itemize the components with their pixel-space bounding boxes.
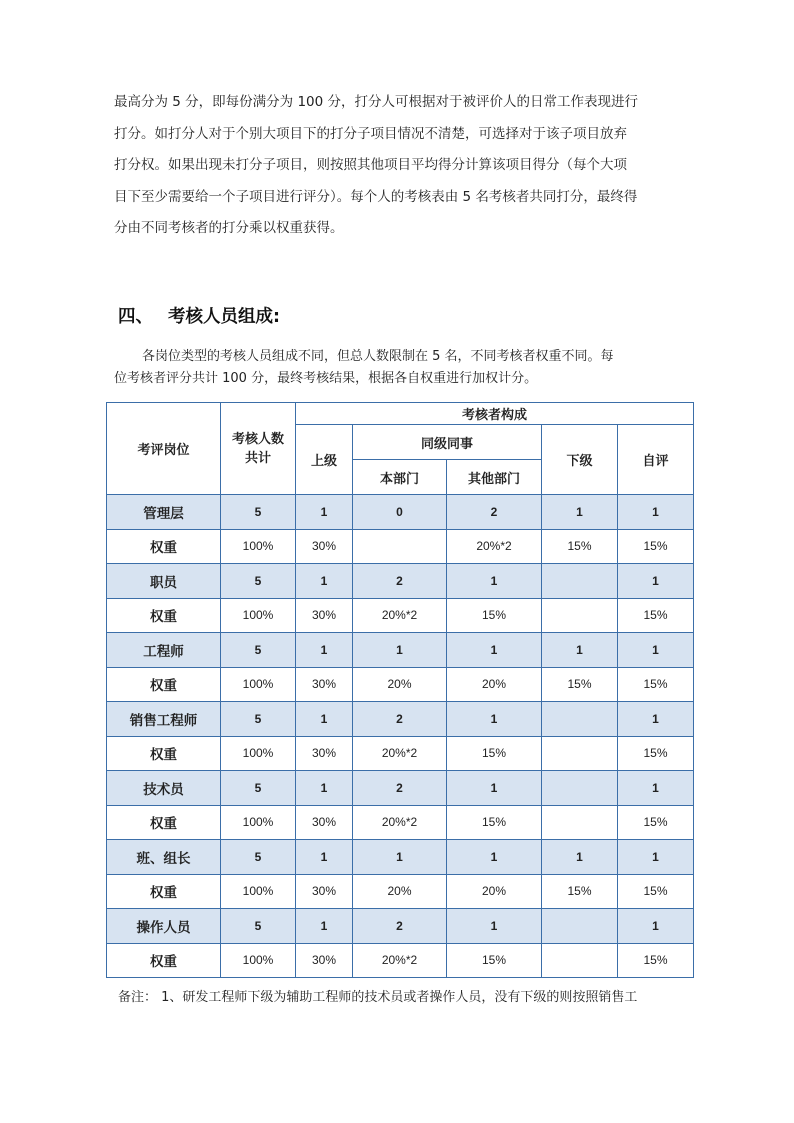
remark-note: 备注： 1、研发工程师下级为辅助工程师的技术员或者操作人员，没有下级的则按照销售工 (118, 990, 638, 1005)
header-composition: 考核者构成 (296, 403, 694, 425)
table-cell: 5 (221, 633, 296, 668)
table-cell: 2 (353, 702, 447, 737)
table-cell: 30% (296, 598, 353, 633)
table-cell: 1 (296, 633, 353, 668)
table-cell: 15% (447, 943, 542, 978)
table-cell: 20%*2 (353, 598, 447, 633)
table-cell: 1 (618, 564, 694, 599)
row-label: 权重 (107, 805, 221, 840)
row-label: 工程师 (107, 633, 221, 668)
table-cell: 1 (447, 633, 542, 668)
table-cell: 30% (296, 529, 353, 564)
table-cell (542, 909, 618, 944)
paragraph-line: 打分。如打分人对于个别大项目下的打分子项目情况不清楚，可选择对于该子项目放弃 (114, 125, 627, 142)
table-cell: 0 (353, 495, 447, 530)
table-cell: 15% (542, 667, 618, 702)
table-cell: 1 (447, 840, 542, 875)
header-superior: 上级 (296, 425, 353, 495)
header-subordinate: 下级 (542, 425, 618, 495)
table-header (107, 403, 694, 495)
paragraph-line: 目下至少需要给一个子项目进行评分）。每个人的考核表由 5 名考核者共同打分，最终得 (114, 188, 638, 205)
table-cell: 30% (296, 943, 353, 978)
paragraph-line: 打分权。如果出现未打分子项目，则按照其他项目平均得分计算该项目得分（每个大项 (114, 157, 627, 173)
table-cell: 1 (296, 564, 353, 599)
table-cell: 15% (618, 598, 694, 633)
table-cell: 2 (353, 564, 447, 599)
table-cell: 5 (221, 771, 296, 806)
row-label: 操作人员 (107, 909, 221, 944)
table-cell: 1 (296, 702, 353, 737)
table-row (107, 909, 694, 944)
table-cell: 100% (221, 667, 296, 702)
table-cell: 1 (447, 564, 542, 599)
table-cell: 100% (221, 805, 296, 840)
row-label: 权重 (107, 529, 221, 564)
table-row (107, 943, 694, 978)
table-cell: 5 (221, 909, 296, 944)
row-label: 管理层 (107, 495, 221, 530)
section-heading (118, 303, 280, 328)
table-row (107, 495, 694, 530)
table-cell: 5 (221, 702, 296, 737)
table-cell: 5 (221, 564, 296, 599)
table-cell: 1 (296, 909, 353, 944)
table-cell: 2 (353, 771, 447, 806)
header-position: 考评岗位 (107, 403, 221, 495)
table-row (107, 529, 694, 564)
row-label: 权重 (107, 667, 221, 702)
table-cell (542, 771, 618, 806)
table-row (107, 736, 694, 771)
table-cell: 1 (618, 495, 694, 530)
table-cell: 15% (618, 943, 694, 978)
table-cell: 1 (618, 771, 694, 806)
row-label: 权重 (107, 736, 221, 771)
table-cell: 1 (542, 840, 618, 875)
table-cell: 15% (618, 805, 694, 840)
table-cell: 1 (296, 495, 353, 530)
table-row (107, 874, 694, 909)
table-cell: 1 (296, 840, 353, 875)
header-own-dept: 本部门 (353, 460, 447, 495)
assessment-table (106, 402, 694, 978)
table-cell: 100% (221, 943, 296, 978)
table-row (107, 564, 694, 599)
table-cell: 15% (618, 529, 694, 564)
section-title: 考核人员组成: (168, 307, 280, 327)
table-row (107, 771, 694, 806)
table-cell: 15% (542, 874, 618, 909)
table-cell: 20% (447, 667, 542, 702)
row-label: 权重 (107, 874, 221, 909)
intro-line: 各岗位类型的考核人员组成不同，但总人数限制在 5 名，不同考核者权重不同。每 (142, 349, 614, 364)
section-number: 四、 (118, 307, 153, 327)
table-cell: 15% (618, 736, 694, 771)
table-cell (542, 805, 618, 840)
row-label: 班、组长 (107, 840, 221, 875)
table-cell: 100% (221, 598, 296, 633)
table-cell (542, 598, 618, 633)
table-cell: 20% (447, 874, 542, 909)
header-peers: 同级同事 (353, 425, 542, 460)
table-body (107, 495, 694, 978)
table-cell: 20%*2 (353, 736, 447, 771)
table-cell: 20%*2 (447, 529, 542, 564)
table-cell: 100% (221, 529, 296, 564)
table-row (107, 702, 694, 737)
table-cell: 1 (618, 633, 694, 668)
table-cell: 2 (353, 909, 447, 944)
paragraph-line: 分由不同考核者的打分乘以权重获得。 (114, 220, 344, 236)
table-cell: 1 (618, 840, 694, 875)
table-cell: 1 (447, 702, 542, 737)
table-cell: 1 (447, 909, 542, 944)
table-cell: 20%*2 (353, 805, 447, 840)
row-label: 技术员 (107, 771, 221, 806)
table-cell: 1 (618, 702, 694, 737)
body-paragraph (114, 87, 680, 245)
table-cell: 1 (353, 840, 447, 875)
table-cell: 15% (618, 667, 694, 702)
table-row (107, 667, 694, 702)
intro-paragraph (114, 346, 680, 390)
table-cell: 30% (296, 736, 353, 771)
table-cell: 15% (447, 598, 542, 633)
table-cell (542, 564, 618, 599)
table-row (107, 840, 694, 875)
table-cell: 1 (296, 771, 353, 806)
table-cell: 2 (447, 495, 542, 530)
table-cell: 30% (296, 805, 353, 840)
table-cell: 5 (221, 840, 296, 875)
table-row (107, 598, 694, 633)
table-cell: 1 (618, 909, 694, 944)
row-label: 权重 (107, 943, 221, 978)
table-cell: 100% (221, 874, 296, 909)
table-cell: 20% (353, 667, 447, 702)
table-cell (353, 529, 447, 564)
table-cell: 1 (353, 633, 447, 668)
row-label: 销售工程师 (107, 702, 221, 737)
table-cell: 15% (542, 529, 618, 564)
table-cell (542, 943, 618, 978)
table-cell: 30% (296, 667, 353, 702)
header-other-dept: 其他部门 (447, 460, 542, 495)
header-total (221, 403, 296, 495)
row-label: 权重 (107, 598, 221, 633)
table-cell: 15% (618, 874, 694, 909)
table-cell (542, 702, 618, 737)
table-cell (542, 736, 618, 771)
table-row (107, 805, 694, 840)
table-cell: 100% (221, 736, 296, 771)
table-cell: 1 (542, 633, 618, 668)
header-total-text: 考核人数共计 (231, 431, 284, 466)
table-cell: 1 (447, 771, 542, 806)
intro-line: 位考核者评分共计 100 分，最终考核结果，根据各自权重进行加权计分。 (114, 371, 538, 386)
header-self: 自评 (618, 425, 694, 495)
table-cell: 30% (296, 874, 353, 909)
table-cell: 5 (221, 495, 296, 530)
paragraph-line: 最高分为 5 分，即每份满分为 100 分，打分人可根据对于被评价人的日常工作表现进行 (114, 94, 639, 110)
table-cell: 15% (447, 805, 542, 840)
table-cell: 15% (447, 736, 542, 771)
row-label: 职员 (107, 564, 221, 599)
table-row (107, 633, 694, 668)
table-cell: 1 (542, 495, 618, 530)
table-cell: 20%*2 (353, 943, 447, 978)
table-cell: 20% (353, 874, 447, 909)
